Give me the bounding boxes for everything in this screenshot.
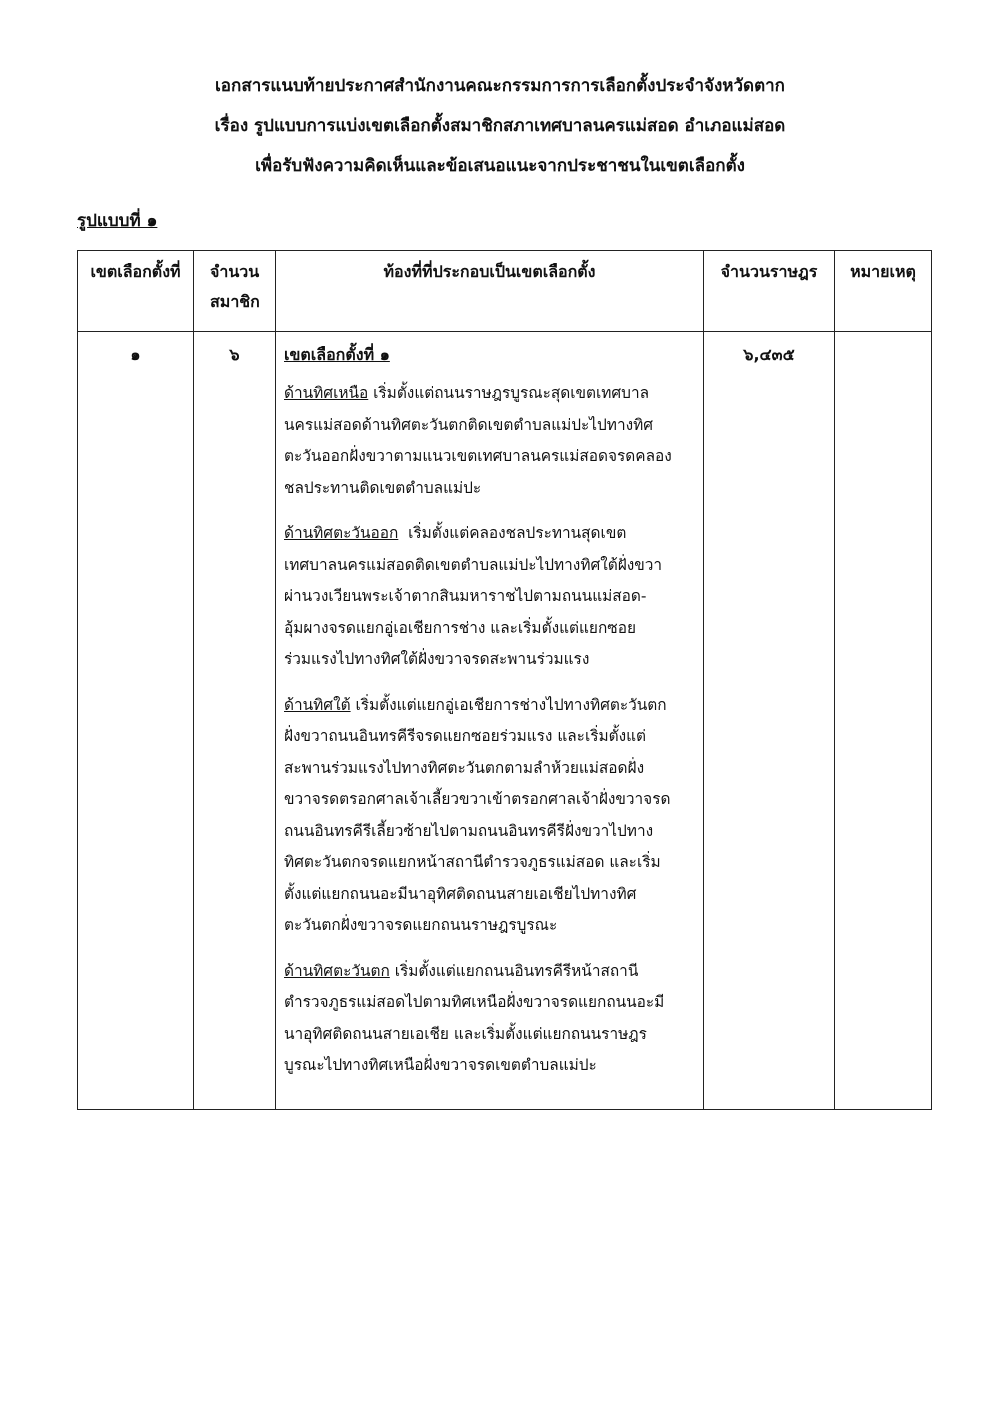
direction-line <box>284 378 697 410</box>
direction-line: ตะวันตกฝั่งขวาจรดแยกถนนราษฎรบูรณะ <box>284 916 558 934</box>
direction-text: เริ่มตั้งแต่แยกถนนอินทรคีรีหน้าสถานี <box>389 961 639 980</box>
cell-population: ๖,๔๓๕ <box>704 332 835 1110</box>
direction-text: เริ่มตั้งแต่แยกอู่เอเชียการช่างไปทางทิศตะวันตก <box>350 695 667 714</box>
direction-block <box>284 518 697 676</box>
direction-line: ทิศตะวันตกจรดแยกหน้าสถานีตำรวจภูธรแม่สอด และเริ่ม <box>284 853 661 871</box>
direction-label: ด้านทิศใต้ <box>284 695 351 714</box>
direction-line: ฝั่งขวาถนนอินทรคีรีจรดแยกซอยร่วมแรง และเริ่มตั้งแต่ <box>284 727 647 745</box>
direction-text: เริ่มตั้งแต่ถนนราษฎรบูรณะสุดเขตเทศบาล <box>368 384 650 402</box>
header-member-count-line-2: สมาชิก <box>210 292 260 311</box>
direction-line: บูรณะไปทางทิศเหนือฝั่งขวาจรดเขตตำบลแม่ปะ <box>284 1056 597 1074</box>
direction-line: ถนนอินทรคีรีเลี้ยวซ้ายไปตามถนนอินทรคีรีฝั่งขวาไปทาง <box>284 821 654 840</box>
document-header <box>0 66 1000 186</box>
cell-member-count: ๖ <box>194 332 276 1110</box>
header-zone-number: เขตเลือกตั้งที่ <box>78 251 194 332</box>
direction-line: เทศบาลนครแม่สอดติดเขตตำบลแม่ปะไปทางทิศใต้ฝั่งขวา <box>284 555 663 574</box>
cell-remark <box>835 332 932 1110</box>
direction-line: อุ้มผางจรดแยกอู่เอเชียการช่าง และเริ่มตั้งแต่แยกซอย <box>284 618 636 637</box>
direction-line: นครแม่สอดด้านทิศตะวันตกติดเขตตำบลแม่ปะไปทางทิศ <box>284 415 654 434</box>
header-remark: หมายเหตุ <box>835 251 932 332</box>
direction-line: ชลประทานติดเขตตำบลแม่ปะ <box>284 478 482 497</box>
header-member-count-line-1: จำนวน <box>210 262 260 281</box>
direction-block <box>284 690 697 942</box>
direction-line: ตำรวจภูธรแม่สอดไปตามทิศเหนือฝั่งขวาจรดแยกถนนอะมี <box>284 993 665 1011</box>
direction-list <box>284 378 697 1082</box>
header-title-line-3: เพื่อรับฟังความคิดเห็นและข้อเสนอแนะจากประชาชนในเขตเลือกตั้ง <box>255 156 745 176</box>
direction-line: ร่วมแรงไปทางทิศใต้ฝั่งขวาจรดสะพานร่วมแรง <box>284 650 590 668</box>
direction-block <box>284 956 697 1082</box>
direction-line: นาอุทิศติดถนนสายเอเชีย และเริ่มตั้งแต่แยกถนนราษฎร <box>284 1024 647 1043</box>
direction-line <box>284 518 697 550</box>
table-header-row <box>78 251 932 332</box>
header-population: จำนวนราษฎร <box>704 251 835 332</box>
direction-line: ตั้งแต่แยกถนนอะมีนาอุทิศติดถนนสายเอเชียไปทางทิศ <box>284 884 637 903</box>
header-title-line-1: เอกสารแนบท้ายประกาศสำนักงานคณะกรรมการการเลือกตั้งประจำจังหวัดตาก <box>215 76 785 96</box>
pattern-title: รูปแบบที่ ๑ <box>77 211 158 231</box>
zone-heading: เขตเลือกตั้งที่ ๑ <box>284 345 390 364</box>
direction-line: ตะวันออกฝั่งขวาตามแนวเขตเทศบาลนครแม่สอดจรดคลอง <box>284 447 672 465</box>
direction-text: เริ่มตั้งแต่คลองชลประทานสุดเขต <box>398 524 627 542</box>
table-row <box>78 332 932 1110</box>
electoral-zone-table <box>77 250 932 1110</box>
direction-block <box>284 378 697 504</box>
direction-line <box>284 690 697 722</box>
direction-label: ด้านทิศตะวันออก <box>284 524 399 542</box>
cell-zone-number: ๑ <box>78 332 194 1110</box>
header-area: ท้องที่ที่ประกอบเป็นเขตเลือกตั้ง <box>276 251 704 332</box>
header-member-count <box>194 251 276 332</box>
direction-label: ด้านทิศตะวันตก <box>284 961 390 980</box>
direction-line: สะพานร่วมแรงไปทางทิศตะวันตกตามลำห้วยแม่สอดฝั่ง <box>284 758 645 777</box>
cell-area-description <box>276 332 704 1110</box>
direction-line: ผ่านวงเวียนพระเจ้าตากสินมหาราชไปตามถนนแม่สอด- <box>284 587 647 605</box>
direction-line <box>284 956 697 988</box>
header-title-line-2: เรื่อง รูปแบบการแบ่งเขตเลือกตั้งสมาชิกสภาเทศบาลนครแม่สอด อำเภอแม่สอด <box>214 116 786 136</box>
direction-label: ด้านทิศเหนือ <box>284 384 369 402</box>
direction-line: ขวาจรดตรอกศาลเจ้าเลี้ยวขวาเข้าตรอกศาลเจ้าฝั่งขวาจรด <box>284 790 671 808</box>
